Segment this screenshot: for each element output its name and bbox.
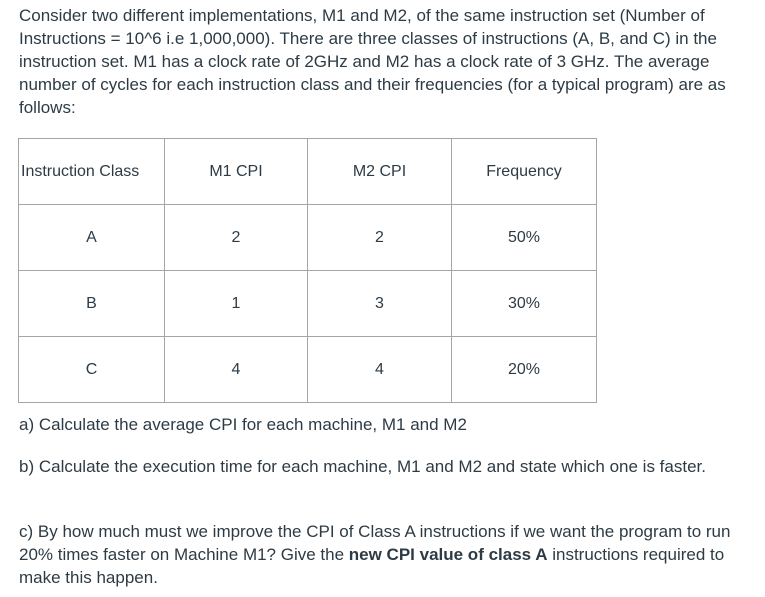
- cell-m1-cpi: 2: [165, 205, 308, 271]
- cell-m2-cpi: 4: [308, 337, 452, 403]
- header-m1-cpi: M1 CPI: [165, 139, 308, 205]
- cell-frequency: 30%: [452, 271, 597, 337]
- instruction-class-table: [18, 138, 597, 403]
- cell-class: A: [19, 205, 165, 271]
- question-c-text-start: c) By how much must we improve the CPI of Class A instructions if we want the program to run 20% times faster on Machine M1? Give the: [19, 522, 731, 564]
- header-m2-cpi: M2 CPI: [308, 139, 452, 205]
- question-b: b) Calculate the execution time for each machine, M1 and M2 and state which one is faster.: [19, 457, 706, 476]
- header-instruction-class: Instruction Class: [19, 139, 165, 205]
- table-row: [19, 271, 597, 337]
- question-c: [19, 520, 749, 589]
- cell-frequency: 20%: [452, 337, 597, 403]
- table-row: [19, 337, 597, 403]
- question-a: a) Calculate the average CPI for each machine, M1 and M2: [19, 415, 467, 434]
- cell-m2-cpi: 3: [308, 271, 452, 337]
- cell-class: C: [19, 337, 165, 403]
- problem-intro: Consider two different implementations, M1 and M2, of the same instruction set (Number of Instructions = 10^6 i.e 1,000,000). There are three classes of instructions (A, B, and C) in the instruction set. M1 has a clock rate of 2GHz and M2 has a clock rate of 3 GHz. The average number of cycles for each instruction class and their frequencies (for a typical program) are as follows:: [19, 6, 726, 117]
- cell-m1-cpi: 4: [165, 337, 308, 403]
- cell-class: B: [19, 271, 165, 337]
- table-header-row: [19, 139, 597, 205]
- header-frequency: Frequency: [452, 139, 597, 205]
- cell-frequency: 50%: [452, 205, 597, 271]
- cell-m2-cpi: 2: [308, 205, 452, 271]
- question-c-emphasis: new CPI value of class A: [348, 545, 548, 564]
- question-c-text-end: instructions required to make this happen.: [19, 545, 725, 587]
- table-row: [19, 205, 597, 271]
- cell-m1-cpi: 1: [165, 271, 308, 337]
